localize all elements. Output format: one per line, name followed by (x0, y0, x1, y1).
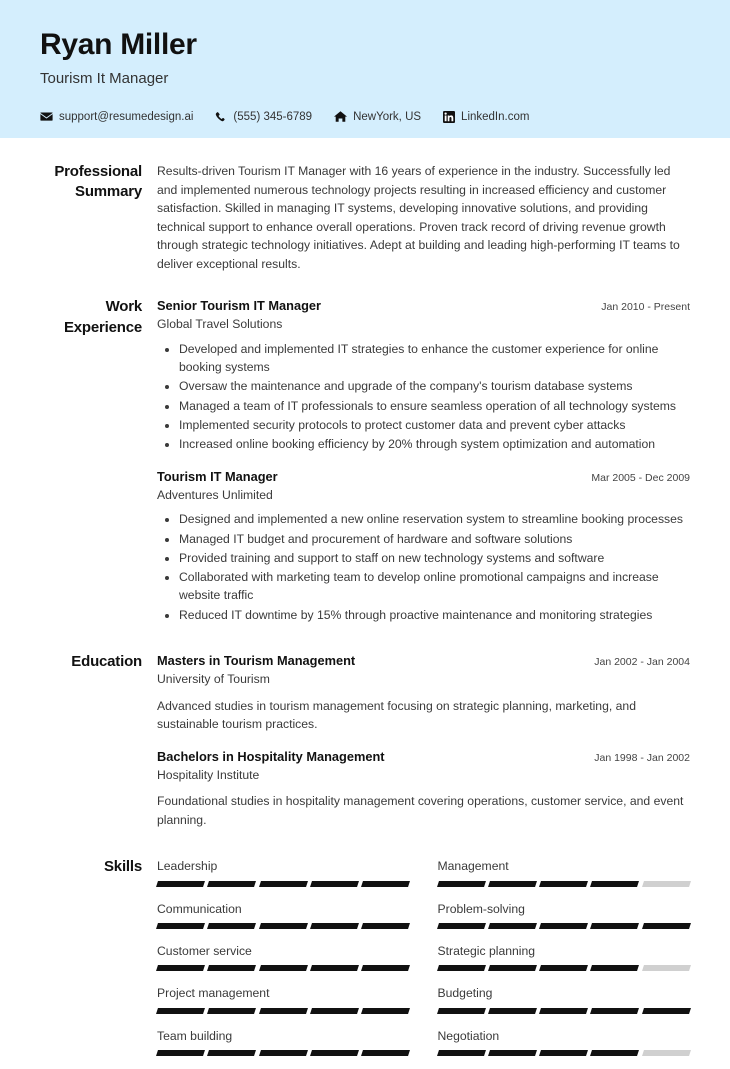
skill-level-segment (539, 965, 588, 971)
entry-organization: Global Travel Solutions (157, 317, 283, 332)
skill-level-segment (310, 1008, 359, 1014)
entry-bullet-list (157, 340, 690, 454)
skill-level-bar (157, 923, 410, 929)
entry-bullet: • Developed and implemented IT strategies to enhance the customer experience for online booking systems (179, 340, 690, 377)
skill-name: Team building (157, 1028, 233, 1043)
entry-bullet-list (157, 510, 690, 624)
entry-title: Senior Tourism IT Manager (157, 298, 322, 314)
entry-date: Jan 1998 - Jan 2002 (594, 751, 690, 764)
section-skills (40, 833, 690, 1068)
entry-bullet: • Provided training and support to staff on new technology systems and software (179, 549, 690, 567)
entry-organization: Hospitality Institute (157, 767, 260, 782)
skill-level-bar (438, 965, 691, 971)
skill-level-segment (590, 1050, 639, 1056)
skill-item (438, 1027, 691, 1069)
section-heading-work: Work Experience (63, 298, 142, 336)
email-icon (40, 110, 53, 123)
skill-level-segment (259, 1008, 308, 1014)
entry-organization: University of Tourism (157, 671, 270, 686)
skill-level-segment (361, 965, 410, 971)
contact-text: NewYork, US (353, 110, 422, 123)
work-entry (157, 468, 690, 624)
skill-level-segment (590, 881, 639, 887)
contact-item[interactable] (443, 111, 529, 123)
skill-level-segment (539, 1008, 588, 1014)
skill-level-segment (156, 1008, 205, 1014)
skill-level-segment (361, 1008, 410, 1014)
contact-text: support@resumedesign.ai (59, 110, 194, 123)
skill-level-segment (488, 965, 537, 971)
location-home-icon (334, 110, 347, 123)
entry-header (157, 652, 690, 670)
skill-level-bar (438, 1008, 691, 1014)
summary-body (157, 162, 690, 273)
entry-bullet: • Implemented security protocols to protect customer data and prevent cyber attacks (179, 416, 690, 434)
entry-bullet: • Managed a team of IT professionals to ensure seamless operation of all technology systems (179, 397, 690, 415)
contact-item[interactable] (40, 110, 193, 123)
education-entry (157, 748, 690, 830)
skill-item (157, 984, 410, 1026)
skill-level-segment (590, 1008, 639, 1014)
entry-bullet: • Increased online booking efficiency by 20% through system optimization and automation (179, 435, 690, 453)
skill-level-segment (361, 923, 410, 929)
skill-level-segment (361, 1050, 410, 1056)
skill-level-segment (488, 1008, 537, 1014)
skill-level-bar (157, 881, 410, 887)
entry-date: Jan 2002 - Jan 2004 (594, 656, 690, 669)
skill-level-segment (156, 923, 205, 929)
resume-header (0, 0, 730, 138)
skill-level-segment (642, 1008, 691, 1014)
work-entry (157, 297, 690, 453)
skill-level-segment (207, 1008, 256, 1014)
skill-level-segment (488, 881, 537, 887)
skill-item (438, 857, 691, 899)
skill-level-segment (156, 965, 205, 971)
skill-level-segment (642, 965, 691, 971)
entry-bullet: • Collaborated with marketing team to develop online promotional campaigns and increase website traffic (179, 568, 690, 605)
skill-level-bar (438, 923, 691, 929)
skill-level-segment (310, 923, 359, 929)
work-entries (157, 297, 690, 628)
skill-level-segment (259, 965, 308, 971)
skill-level-segment (539, 923, 588, 929)
skill-level-segment (361, 881, 410, 887)
skill-item (438, 984, 691, 1026)
education-entries (157, 652, 690, 833)
section-work-experience (40, 273, 690, 628)
section-education (40, 628, 690, 833)
skill-level-segment (590, 923, 639, 929)
skill-level-segment (488, 923, 537, 929)
entry-header (157, 468, 690, 486)
entry-date: Mar 2005 - Dec 2009 (591, 471, 690, 484)
skill-level-segment (207, 881, 256, 887)
skill-level-segment (437, 881, 486, 887)
entry-title: Masters in Tourism Management (157, 653, 356, 669)
section-heading-education: Education (71, 653, 142, 671)
entry-title: Bachelors in Hospitality Management (157, 748, 385, 764)
entry-bullet: • Designed and implemented a new online reservation system to streamline booking processes (179, 510, 690, 528)
skill-item (157, 900, 410, 942)
skill-item (438, 900, 691, 942)
candidate-name: Ryan Miller (40, 28, 197, 61)
skill-level-segment (437, 923, 486, 929)
skill-level-segment (310, 1050, 359, 1056)
skill-level-segment (642, 1050, 691, 1056)
entry-bullet: • Reduced IT downtime by 15% through proactive maintenance and monitoring strategies (179, 606, 690, 624)
skill-level-segment (207, 1050, 256, 1056)
entry-description: Foundational studies in hospitality management covering operations, customer service, and event planning. (157, 794, 684, 827)
phone-icon (215, 110, 227, 123)
skill-level-segment (437, 965, 486, 971)
skill-name: Negotiation (437, 1028, 500, 1043)
contact-text: (555) 345-6789 (233, 110, 313, 123)
skill-level-bar (157, 1008, 410, 1014)
skill-item (438, 942, 691, 984)
skill-level-segment (259, 881, 308, 887)
entry-bullet: • Oversaw the maintenance and upgrade of the company's tourism database systems (179, 377, 690, 395)
skill-level-segment (259, 923, 308, 929)
entry-header (157, 748, 690, 766)
skill-item (157, 1027, 410, 1069)
education-entry (157, 652, 690, 734)
skill-level-segment (642, 923, 691, 929)
entry-title: Tourism IT Manager (157, 468, 278, 484)
skill-item (157, 942, 410, 984)
skill-name: Management (437, 859, 509, 874)
entry-organization: Adventures Unlimited (157, 487, 273, 502)
skill-level-bar (157, 965, 410, 971)
skill-name: Customer service (157, 944, 252, 958)
linkedin-icon (443, 111, 455, 123)
skill-name: Strategic planning (437, 944, 536, 958)
skill-level-bar (157, 1050, 410, 1056)
summary-text: Results-driven Tourism IT Manager with 16 years of experience in the industry. Successfully led and implemented numerous technology projects resulting in increased efficiency and customer satisfaction. Skilled in managing IT systems, developing innovative solutions, and providing technical support to enhance overall operations. Proven track record of driving revenue growth through strategic technology initiatives. Adept at building and leading high-performing IT teams to deliver exceptional results. (157, 164, 680, 271)
skill-level-segment (437, 1008, 486, 1014)
skill-level-segment (259, 1050, 308, 1056)
skills-grid (157, 857, 690, 1068)
contact-text: LinkedIn.com (461, 110, 530, 123)
skill-level-segment (207, 923, 256, 929)
contact-item[interactable] (334, 110, 421, 123)
section-heading-skills: Skills (104, 858, 142, 876)
candidate-job-title: Tourism It Manager (40, 69, 169, 87)
skill-name: Leadership (157, 859, 218, 874)
section-professional-summary (40, 138, 690, 273)
skill-level-segment (539, 1050, 588, 1056)
skill-name: Communication (157, 901, 242, 916)
resume-body (0, 138, 730, 1069)
contact-item[interactable] (215, 110, 312, 123)
skill-level-segment (488, 1050, 537, 1056)
skill-level-bar (438, 881, 691, 887)
skill-level-segment (590, 965, 639, 971)
skill-name: Project management (157, 986, 270, 1001)
skill-level-segment (310, 881, 359, 887)
entry-date: Jan 2010 - Present (601, 301, 690, 314)
skill-name: Budgeting (437, 986, 493, 1001)
skills-body (157, 857, 690, 1068)
contact-row (40, 110, 690, 123)
skill-level-segment (156, 881, 205, 887)
entry-bullet: • Managed IT budget and procurement of hardware and software solutions (179, 530, 690, 548)
skill-level-segment (310, 965, 359, 971)
skill-level-segment (437, 1050, 486, 1056)
skill-level-bar (438, 1050, 691, 1056)
skill-level-segment (642, 881, 691, 887)
entry-description: Advanced studies in tourism management focusing on strategic planning, marketing, and sustainable tourism practices. (157, 698, 636, 732)
entry-header (157, 297, 690, 315)
skill-level-segment (156, 1050, 205, 1056)
section-heading-summary: Professional Summary (54, 163, 142, 201)
skill-level-segment (539, 881, 588, 887)
skill-level-segment (207, 965, 256, 971)
skill-name: Problem-solving (437, 901, 525, 916)
skill-item (157, 857, 410, 899)
